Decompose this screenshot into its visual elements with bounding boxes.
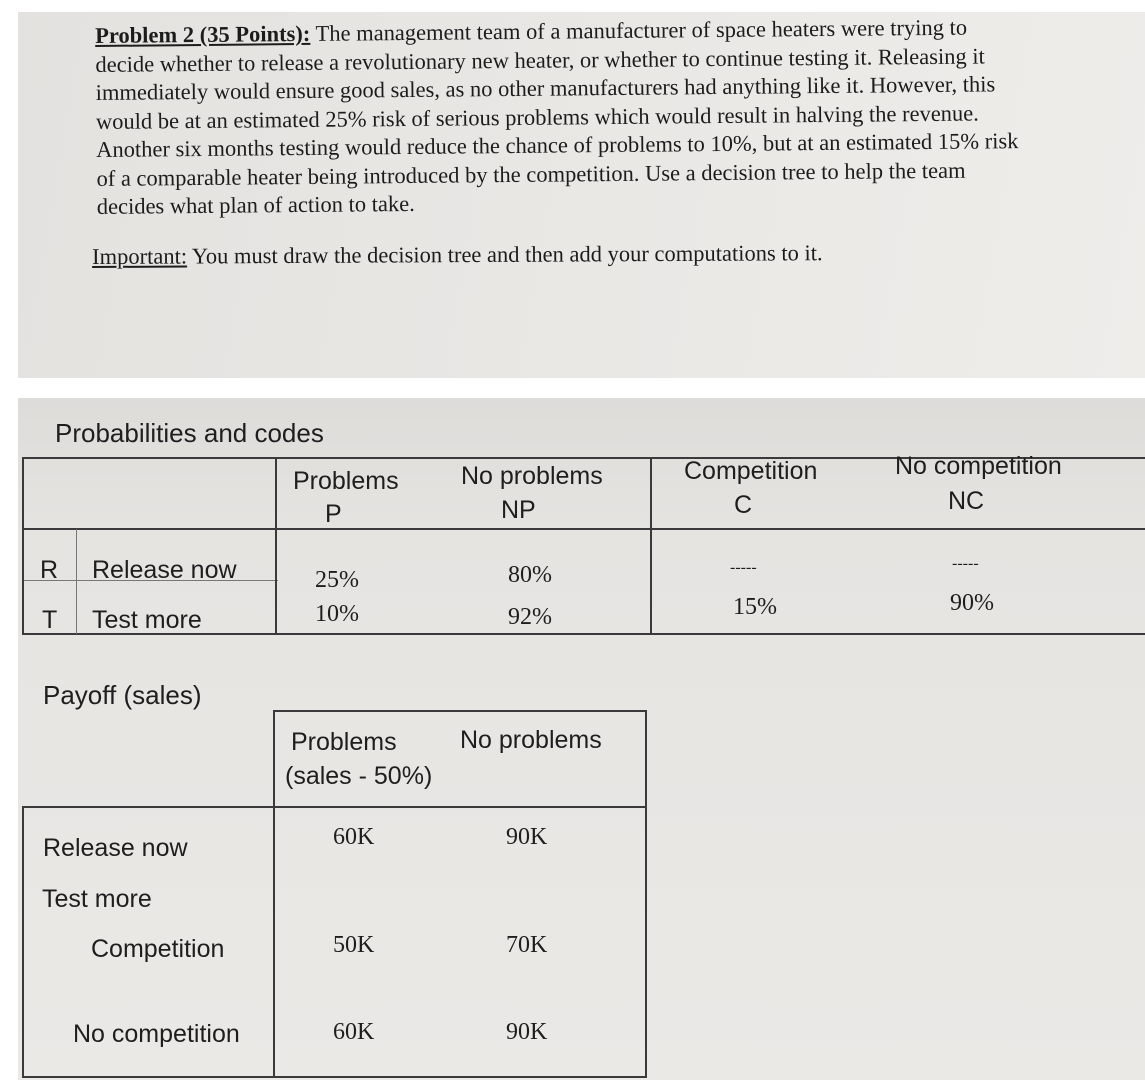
header-no-competition: No competition (895, 452, 1062, 480)
problem-line-2: decide whether to release a revolutionary new heater, or whether to continue testing it. Releasing it (95, 42, 985, 77)
row-release-code: R (40, 556, 59, 584)
prob-table-title: Probabilities and codes (55, 418, 324, 448)
tables-photo (18, 398, 1145, 1080)
payoff-release-problems: 60K (333, 824, 375, 850)
important-label: Important: (92, 243, 188, 269)
payoff-release-no-problems: 90K (506, 824, 548, 850)
problem-statement (95, 12, 1117, 221)
release-problems-prob: 25% (315, 567, 359, 593)
problem-statement-photo (18, 12, 1145, 378)
problem-line-6: of a comparable heater being introduced by the competition. Use a decision tree to help the team (96, 157, 966, 191)
row-test-label: Test more (92, 606, 202, 634)
payoff-competition-problems: 50K (333, 932, 375, 958)
header-no-problems: No problems (461, 462, 603, 490)
payoff-header-no-problems: No problems (460, 726, 602, 754)
header-competition-code: C (734, 491, 753, 519)
payoff-no-competition-problems: 60K (333, 1019, 375, 1045)
header-competition: Competition (684, 457, 818, 485)
payoff-row-competition-label: Competition (91, 935, 225, 963)
important-text: You must draw the decision tree and then add your computations to it. (186, 240, 823, 269)
payoff-row-test-label: Test more (42, 885, 152, 913)
test-no-competition-prob: 90% (950, 590, 994, 616)
release-no-problems-prob: 80% (508, 562, 552, 588)
payoff-row-no-competition-label: No competition (73, 1020, 240, 1048)
header-no-problems-code: NP (501, 496, 536, 524)
problem-line-1: The management team of a manufacturer of space heaters were trying to (310, 14, 968, 46)
header-no-competition-code: NC (948, 487, 985, 515)
problem-line-5: Another six months testing would reduce the chance of problems to 10%, but at an estimated 15% risk (96, 128, 1019, 162)
problem-line-7: decides what plan of action to take. (96, 190, 415, 219)
payoff-row-release-label: Release now (43, 834, 188, 862)
problem-line-4: would be at an estimated 25% risk of serious problems which would result in halving the revenue. (95, 100, 979, 134)
payoff-header-problems-line2: (sales - 50%) (285, 762, 433, 790)
header-problems: Problems (293, 467, 399, 495)
problem-heading: Problem 2 (35 Points): (95, 20, 311, 48)
test-competition-prob: 15% (733, 594, 777, 620)
problem-line-3: immediately would ensure good sales, as no other manufacturers had anything like it. However, this (95, 71, 996, 105)
row-release-label: Release now (92, 556, 237, 584)
row-test-code: T (42, 606, 58, 634)
important-note (92, 239, 1092, 270)
header-problems-code: P (325, 500, 342, 528)
release-no-competition-prob: ----- (952, 555, 979, 572)
payoff-no-competition-no-problems: 90K (506, 1019, 548, 1045)
test-problems-prob: 10% (315, 601, 359, 627)
test-no-problems-prob: 92% (508, 604, 552, 630)
release-competition-prob: ----- (730, 559, 757, 576)
payoff-competition-no-problems: 70K (506, 932, 548, 958)
payoff-table-title: Payoff (sales) (43, 680, 202, 710)
payoff-header-problems-line1: Problems (291, 728, 397, 756)
